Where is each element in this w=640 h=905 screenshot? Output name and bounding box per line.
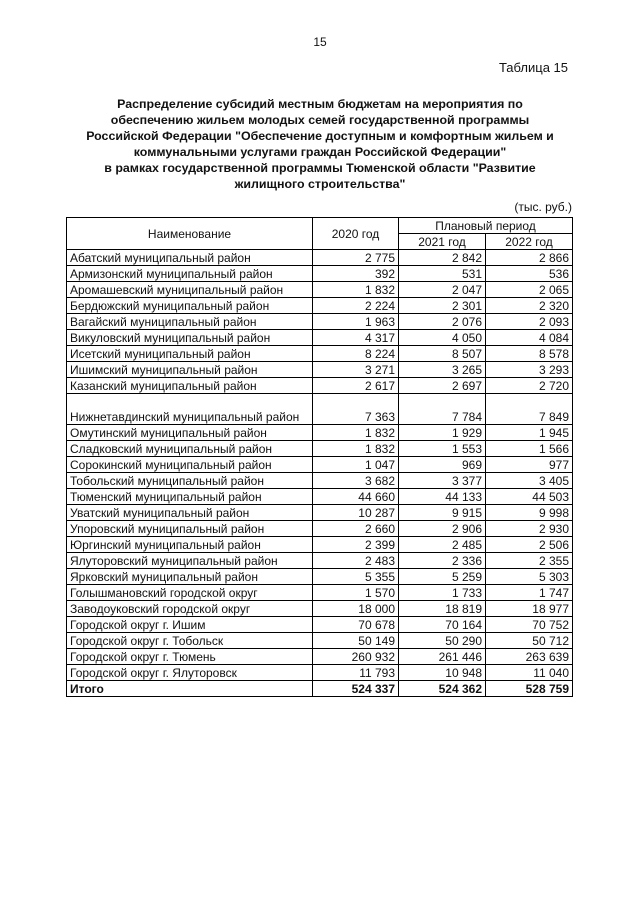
row-name: Упоровский муниципальный район — [67, 521, 313, 537]
total-2020: 524 337 — [313, 681, 399, 697]
title-line: коммунальными услугами граждан Российской Федерации" — [133, 145, 507, 159]
row-2021: 7 784 — [399, 394, 486, 425]
row-2020: 2 483 — [313, 553, 399, 569]
table-row — [67, 585, 573, 601]
table-row — [67, 457, 573, 473]
row-name: Ялуторовский муниципальный район — [67, 553, 313, 569]
row-2022: 1 945 — [486, 425, 573, 441]
row-2021: 2 842 — [399, 250, 486, 266]
table-row — [67, 282, 573, 298]
row-2020: 2 660 — [313, 521, 399, 537]
table-row — [67, 649, 573, 665]
row-2021: 969 — [399, 457, 486, 473]
units-label: (тыс. руб.) — [514, 200, 572, 214]
row-name: Тюменский муниципальный район — [67, 489, 313, 505]
title-line: в рамках государственной программы Тюменской области "Развитие — [104, 161, 536, 175]
header-name: Наименование — [67, 218, 313, 250]
row-2021: 2 336 — [399, 553, 486, 569]
row-2020: 8 224 — [313, 346, 399, 362]
row-2022: 2 355 — [486, 553, 573, 569]
row-name: Городской округ г. Тюмень — [67, 649, 313, 665]
table-row — [67, 394, 573, 425]
table-row — [67, 633, 573, 649]
row-name: Бердюжский муниципальный район — [67, 298, 313, 314]
table-label: Таблица 15 — [498, 60, 568, 75]
row-2020: 392 — [313, 266, 399, 282]
row-2021: 261 446 — [399, 649, 486, 665]
row-name: Голышмановский городской округ — [67, 585, 313, 601]
row-name: Аромашевский муниципальный район — [67, 282, 313, 298]
row-2022: 1 566 — [486, 441, 573, 457]
row-2020: 1 570 — [313, 585, 399, 601]
total-row — [67, 681, 573, 697]
row-2022: 2 506 — [486, 537, 573, 553]
table-row — [67, 314, 573, 330]
table-row — [67, 330, 573, 346]
table-body — [67, 250, 573, 681]
row-2020: 2 399 — [313, 537, 399, 553]
title-line: жилищного строительства" — [234, 177, 406, 191]
row-2020: 7 363 — [313, 394, 399, 425]
header-2022: 2022 год — [486, 234, 573, 250]
row-2021: 5 259 — [399, 569, 486, 585]
row-2020: 44 660 — [313, 489, 399, 505]
table-row — [67, 266, 573, 282]
row-2021: 2 047 — [399, 282, 486, 298]
row-2022: 70 752 — [486, 617, 573, 633]
row-name: Ишимский муниципальный район — [67, 362, 313, 378]
table-row — [67, 378, 573, 394]
row-name: Сладковский муниципальный район — [67, 441, 313, 457]
table-row — [67, 617, 573, 633]
row-2022: 1 747 — [486, 585, 573, 601]
row-2021: 2 076 — [399, 314, 486, 330]
table-row — [67, 505, 573, 521]
row-2021: 10 948 — [399, 665, 486, 681]
row-2020: 1 963 — [313, 314, 399, 330]
table-row — [67, 521, 573, 537]
row-2021: 3 265 — [399, 362, 486, 378]
row-2020: 18 000 — [313, 601, 399, 617]
row-2020: 1 832 — [313, 425, 399, 441]
row-name: Уватский муниципальный район — [67, 505, 313, 521]
row-2022: 8 578 — [486, 346, 573, 362]
row-2022: 2 065 — [486, 282, 573, 298]
table-row — [67, 441, 573, 457]
row-2020: 3 271 — [313, 362, 399, 378]
row-2021: 1 733 — [399, 585, 486, 601]
row-2022: 7 849 — [486, 394, 573, 425]
row-2021: 2 906 — [399, 521, 486, 537]
row-2022: 4 084 — [486, 330, 573, 346]
table-row — [67, 425, 573, 441]
table-row — [67, 298, 573, 314]
row-2020: 3 682 — [313, 473, 399, 489]
row-2020: 4 317 — [313, 330, 399, 346]
row-name: Абатский муниципальный район — [67, 250, 313, 266]
table-row — [67, 346, 573, 362]
row-2020: 5 355 — [313, 569, 399, 585]
table-row — [67, 473, 573, 489]
row-name: Ярковский муниципальный район — [67, 569, 313, 585]
title-line: Российской Федерации "Обеспечение доступным и комфортным жильем и — [86, 129, 554, 143]
row-2021: 3 377 — [399, 473, 486, 489]
row-2022: 977 — [486, 457, 573, 473]
header-plan-period: Плановый период — [399, 218, 573, 234]
row-2021: 70 164 — [399, 617, 486, 633]
row-2022: 3 405 — [486, 473, 573, 489]
row-2021: 9 915 — [399, 505, 486, 521]
row-2021: 50 290 — [399, 633, 486, 649]
row-name: Юргинский муниципальный район — [67, 537, 313, 553]
header-2021: 2021 год — [399, 234, 486, 250]
row-name: Городской округ г. Тобольск — [67, 633, 313, 649]
row-2020: 2 775 — [313, 250, 399, 266]
table-row — [67, 553, 573, 569]
row-name: Городской округ г. Ялуторовск — [67, 665, 313, 681]
row-name: Вагайский муниципальный район — [67, 314, 313, 330]
row-name: Заводоуковский городской округ — [67, 601, 313, 617]
row-2020: 50 149 — [313, 633, 399, 649]
header-2020: 2020 год — [313, 218, 399, 250]
row-2021: 1 553 — [399, 441, 486, 457]
table-row — [67, 489, 573, 505]
row-2021: 531 — [399, 266, 486, 282]
total-2021: 524 362 — [399, 681, 486, 697]
row-2021: 1 929 — [399, 425, 486, 441]
table-row — [67, 362, 573, 378]
row-2020: 2 224 — [313, 298, 399, 314]
row-name: Тобольский муниципальный район — [67, 473, 313, 489]
row-2022: 2 930 — [486, 521, 573, 537]
row-2021: 44 133 — [399, 489, 486, 505]
row-2022: 3 293 — [486, 362, 573, 378]
row-name: Нижнетавдинский муниципальный район — [67, 394, 313, 425]
row-2022: 2 866 — [486, 250, 573, 266]
row-2021: 18 819 — [399, 601, 486, 617]
row-2020: 11 793 — [313, 665, 399, 681]
row-2022: 50 712 — [486, 633, 573, 649]
row-2021: 2 697 — [399, 378, 486, 394]
table-row — [67, 537, 573, 553]
title-line: обеспечению жильем молодых семей государственной программы — [110, 113, 530, 127]
row-2022: 2 093 — [486, 314, 573, 330]
row-2022: 44 503 — [486, 489, 573, 505]
document-title — [70, 96, 570, 192]
subsidy-table — [66, 217, 573, 697]
table-row — [67, 665, 573, 681]
row-2022: 2 320 — [486, 298, 573, 314]
table-row — [67, 601, 573, 617]
row-2020: 2 617 — [313, 378, 399, 394]
row-2020: 1 832 — [313, 441, 399, 457]
row-name: Городской округ г. Ишим — [67, 617, 313, 633]
row-2020: 70 678 — [313, 617, 399, 633]
row-2022: 2 720 — [486, 378, 573, 394]
row-name: Исетский муниципальный район — [67, 346, 313, 362]
table-row — [67, 250, 573, 266]
total-2022: 528 759 — [486, 681, 573, 697]
row-2020: 260 932 — [313, 649, 399, 665]
row-name: Викуловский муниципальный район — [67, 330, 313, 346]
row-2021: 8 507 — [399, 346, 486, 362]
row-2021: 2 485 — [399, 537, 486, 553]
row-2020: 1 832 — [313, 282, 399, 298]
row-2021: 2 301 — [399, 298, 486, 314]
row-2020: 10 287 — [313, 505, 399, 521]
row-name: Омутинский муниципальный район — [67, 425, 313, 441]
page-number: 15 — [313, 35, 327, 49]
title-line: Распределение субсидий местным бюджетам на мероприятия по — [117, 97, 523, 111]
row-2020: 1 047 — [313, 457, 399, 473]
total-label: Итого — [67, 681, 313, 697]
row-2022: 536 — [486, 266, 573, 282]
row-2022: 5 303 — [486, 569, 573, 585]
row-name: Сорокинский муниципальный район — [67, 457, 313, 473]
row-2022: 11 040 — [486, 665, 573, 681]
row-name: Армизонский муниципальный район — [67, 266, 313, 282]
row-2021: 4 050 — [399, 330, 486, 346]
row-2022: 9 998 — [486, 505, 573, 521]
row-2022: 18 977 — [486, 601, 573, 617]
row-name: Казанский муниципальный район — [67, 378, 313, 394]
row-2022: 263 639 — [486, 649, 573, 665]
table-row — [67, 569, 573, 585]
